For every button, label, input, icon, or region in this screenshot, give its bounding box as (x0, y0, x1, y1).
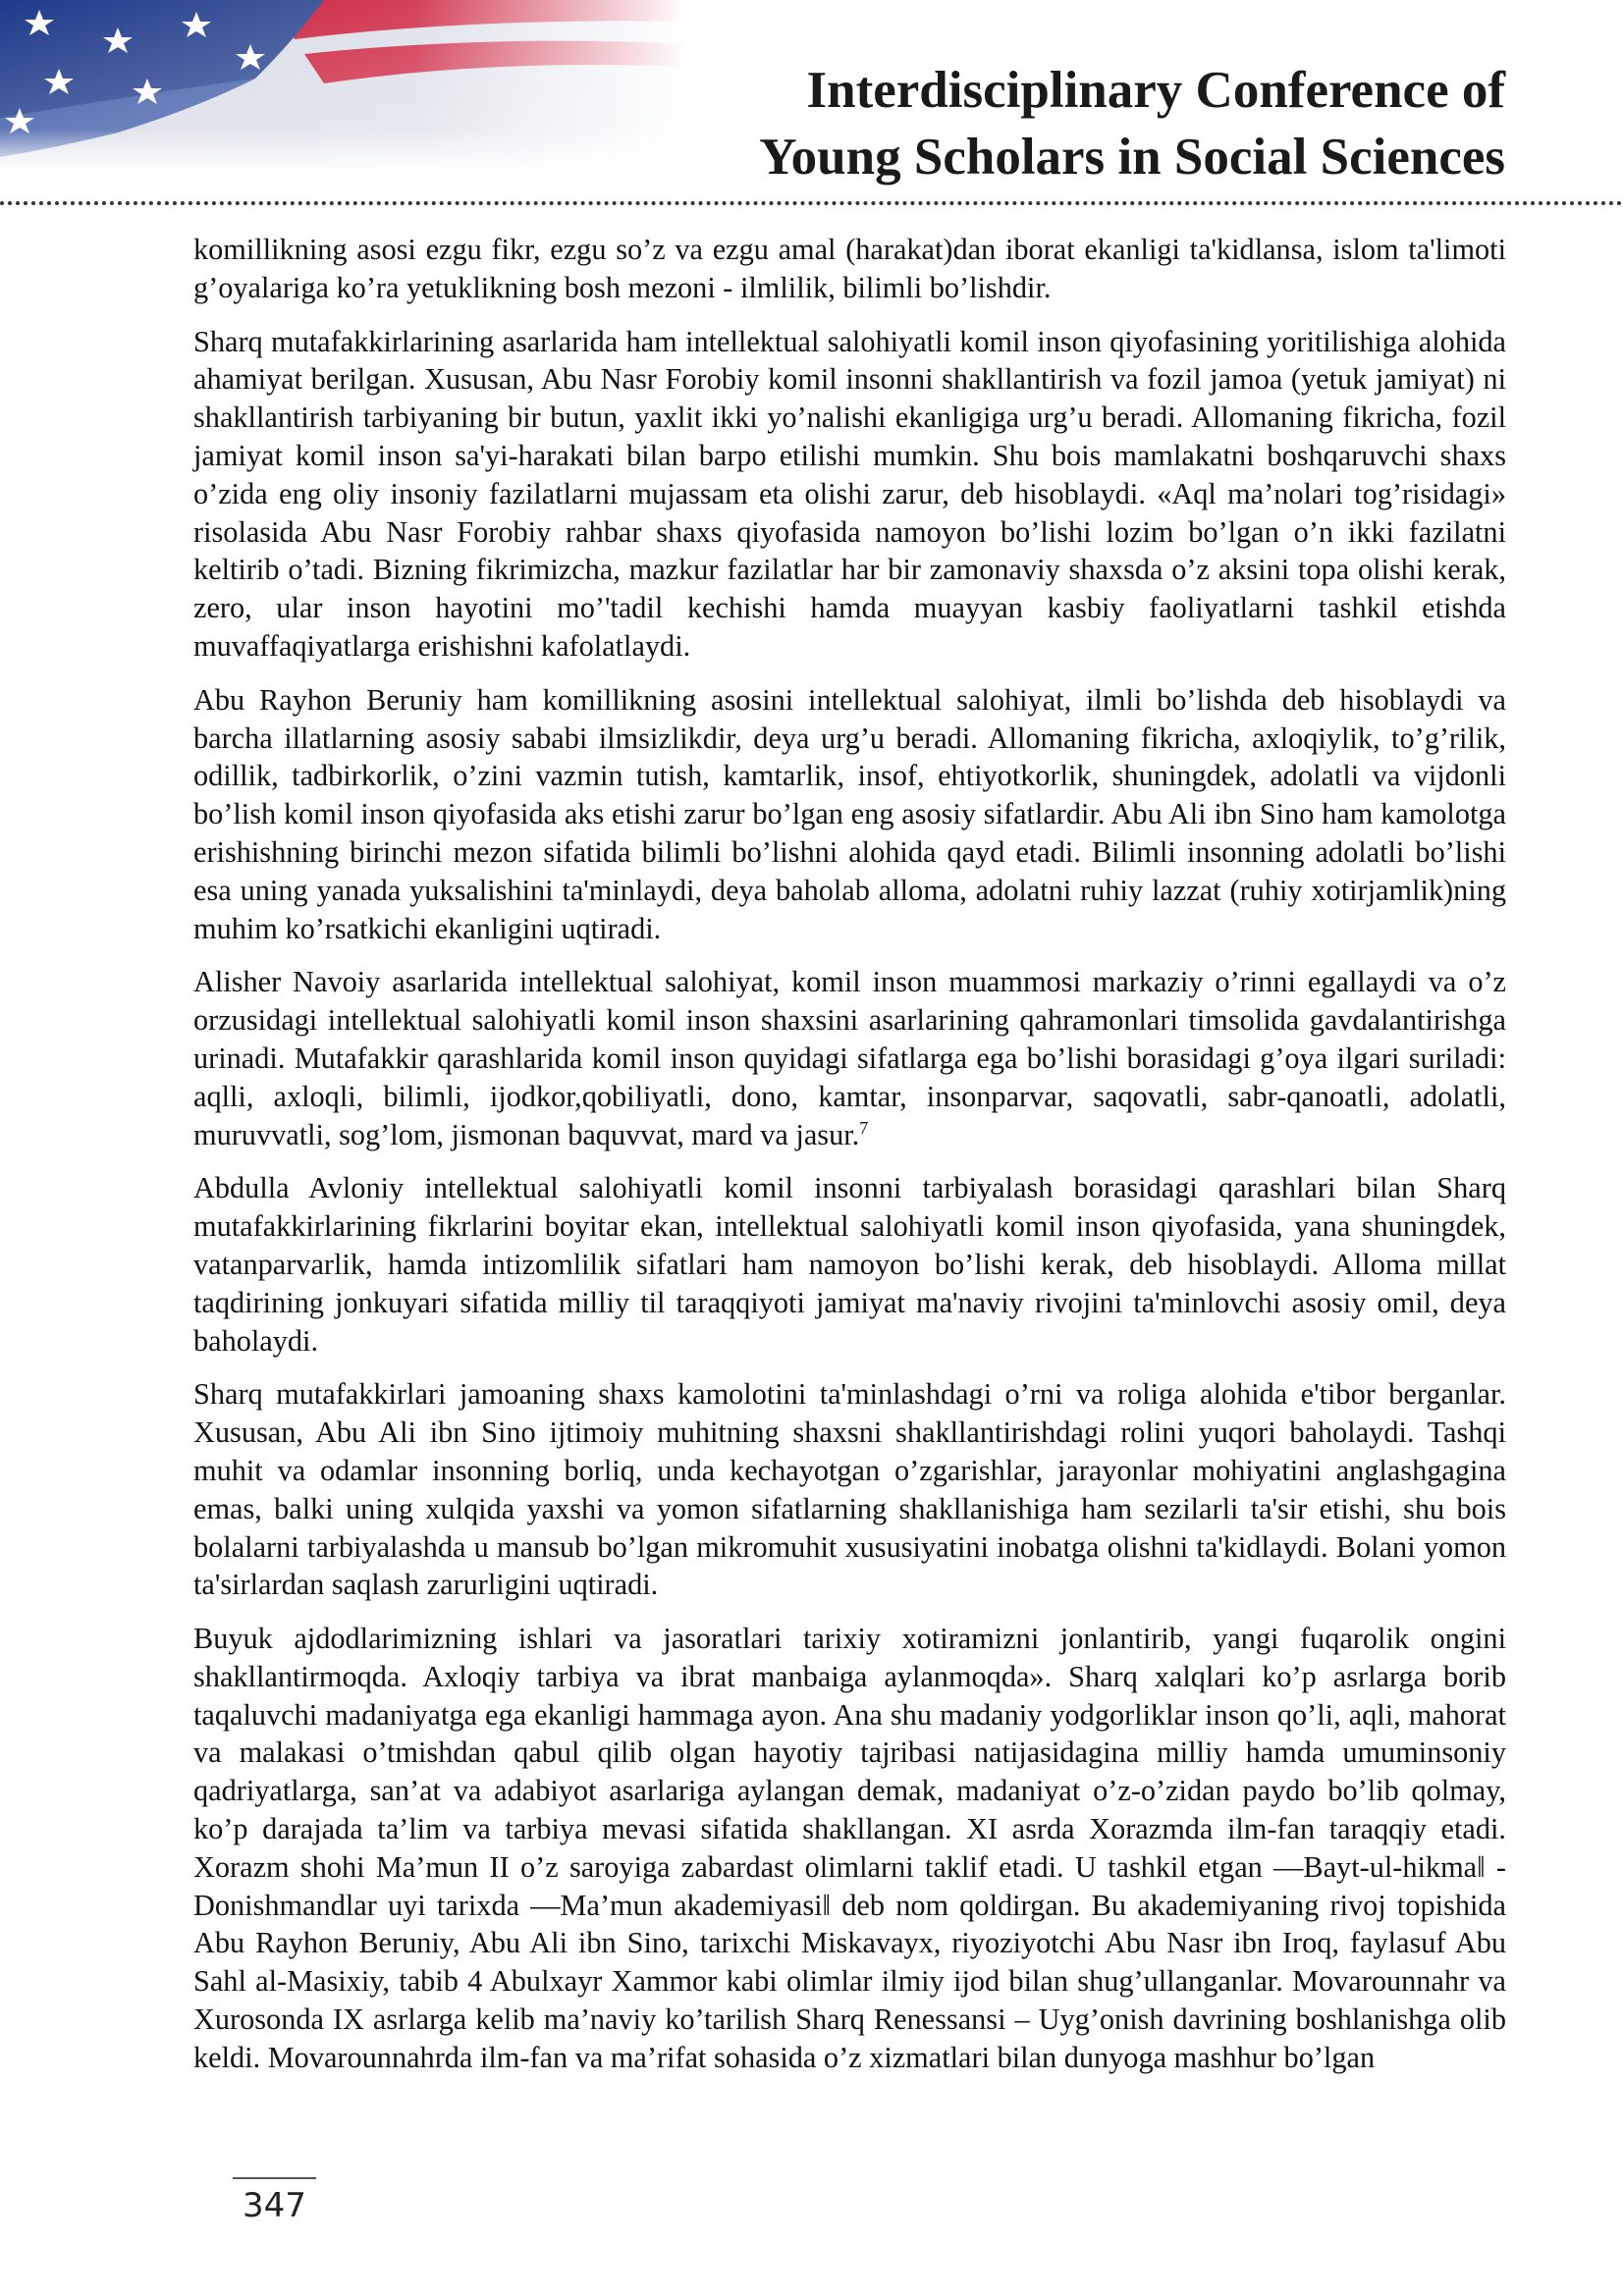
page-number: 347 (243, 2186, 306, 2225)
conference-title-line2: Young Scholars in Social Sciences (759, 129, 1505, 186)
paragraph: Sharq mutafakkirlarining asarlarida ham intellektual salohiyatli komil inson qiyofasining yoritilishiga alohida ahamiyat berilgan. Xususan, Abu Nasr Forobiy komil insonni shakllantirish va fozil jamoa (yetuk jamiyat) ni shakllantirish tarbiyaning bir butun, yaxlit ikki yo’nalishi ekanligiga urg’u beradi. Allomaning fikricha, fozil jamiyat komil inson sa'yi-harakati bilan barpo etilishi mumkin. Shu bois mamlakatni boshqaruvchi shaxs o’zida eng oliy insoniy fazilatlarni mujassam eta olishi zarur, deb hisoblaydi. «Aql ma’nolari tog’risidagi» risolasida Abu Nasr Forobiy rahbar shaxs qiyofasida namoyon bo’lishi lozim bo’lgan o’n ikki fazilatni keltirib o’tadi. Bizning fikrimizcha, mazkur fazilatlar har bir zamonaviy shaxsda o’z aksini topa olishi kerak, zero, ular inson hayotini mo’'tadil kechishi hamda muayyan kasbiy faoliyatlarni tashkil etishda muvaffaqiyatlarga erishishni kafolatlaydi. (193, 324, 1506, 663)
paragraph: Buyuk ajdodlarimizning ishlari va jasoratlari tarixiy xotiramizni jonlantirib, yangi fuqarolik ongini shakllantirmoqda. Axloqiy tarbiya va ibrat manbaiga aylanmoqda». Sharq xalqlari ko’p asrlarga borib taqaluvchi madaniyatga ega ekanligi hammaga ayon. Ana shu madaniy yodgorliklar inson qo’li, aqli, mahorat va malakasi o’tmishdan qabul qilib olgan hayotiy tajribasi natijasidagina milliy hamda umuminsoniy qadriyatlarga, san’at va adabiyot asarlariga aylangan demak, madaniyat o’z-o’zidan paydo bo’lib qolmay, ko’p darajada ta’lim va tarbiya mevasi sifatida shakllangan. XI asrda Xorazmda ilm-fan taraqqiy etadi. Xorazm shohi Ma’mun II o’z saroyiga zabardast olimlarni taklif etadi. U tashkil etgan ―Bayt-ul-hikma‖ - Donishmandlar uyi tarixda ―Ma’mun akademiyasi‖ deb nom qoldirgan. Bu akademiyaning rivoj topishida Abu Rayhon Beruniy, Abu Ali ibn Sino, tarixchi Miskavayx, riyoziyotchi Abu Nasr ibn Iroq, faylasuf Abu Sahl al-Masixiy, tabib 4 Abulxayr Xammor kabi olimlar ilmiy ijod bilan shug’ullanganlar. Movarounnahr va Xurosonda IX asrlarga kelib ma’naviy ko’tarilish Sharq Renessansi – Uyg’onish davrining boshlanishga olib keldi. Movarounnahrda ilm-fan va ma’rifat sohasida o’z xizmatlari bilan dunyoga mashhur bo’lgan (193, 1622, 1506, 2074)
paragraph: Abu Rayhon Beruniy ham komillikning asosini intellektual salohiyat, ilmli bo’lishda deb hisoblaydi va barcha illatlarning asosiy sababi ilmsizlikdir, deya urg’u beradi. Allomaning fikricha, axloqiylik, to’g’rilik, odillik, tadbirkorlik, o’zini vazmin tutish, kamtarlik, insof, ehtiyotkorlik, shuningdek, adolatli va vijdonli bo’lish komil inson qiyofasida aks etishi zarur bo’lgan eng asosiy sifatlardir. Abu Ali ibn Sino ham kamolotga erishishning birinchi mezon sifatida bilimli bo’lishni alohida qayd etadi. Bilimli insonning adolatli bo’lishi esa uning yanada yuksalishini ta'minlaydi, deya baholab alloma, adolatni ruhiy lazzat (ruhiy xotirjamlik)ning muhim ko’rsatkichi ekanligini uqtiradi. (193, 682, 1506, 945)
conference-title-line1: Interdisciplinary Conference of (806, 62, 1505, 119)
article-body (193, 231, 1506, 2093)
paragraph: Sharq mutafakkirlari jamoaning shaxs kamolotini ta'minlashdagi o’rni va roliga alohida e'tibor berganlar. Xususan, Abu Ali ibn Sino ijtimoiy muhitning shaxsni shakllantirishdagi rolini yuqori baholaydi. Tashqi muhit va odamlar insonning borliq, unda kechayotgan o’zgarishlar, jarayonlar mohiyatini anglashgagina emas, balki uning xulqida yaxshi va yomon sifatlarning shakllanishiga ham sezilarli ta'sir etishi, shu bois bolalarni tarbiyalashda u mansub bo’lgan mikromuhit xususiyatini inobatga olishni ta'kidlaydi. Bolani yomon ta'sirlardan saqlash zarurligini uqtiradi. (193, 1377, 1506, 1602)
footer-divider (233, 2177, 316, 2179)
paragraph (193, 963, 1506, 1153)
paragraph: Abdulla Avloniy intellektual salohiyatli komil insonni tarbiyalash borasidagi qarashlari bilan Sharq mutafakkirlarining fikrlarini boyitar ekan, intellektual salohiyatli komil inson qiyofasida, yana shuningdek, vatanparvarlik, hamda intizomlilik sifatlari ham namoyon bo’lishi kerak, deb hisoblaydi. Alloma millat taqdirining jonkuyari sifatida milliy til taraqqiyoti jamiyat ma'naviy rivojini ta'minlovchi asosiy omil, deya baholaydi. (193, 1171, 1506, 1358)
footnote-ref: 7 (859, 1117, 869, 1138)
conference-title (759, 57, 1505, 190)
header-divider (0, 201, 1623, 205)
paragraph-text: Alisher Navoiy asarlarida intellektual salohiyat, komil inson muammosi markaziy o’rinni egallaydi va o’z orzusidagi intellektual salohiyatli komil inson shaxsini asarlarining qahramonlari timsolida gavdalantirishga urinadi. Mutafakkir qarashlarida komil inson quyidagi sifatlarga ega bo’lishi borasidagi g’oya ilgari suriladi: aqlli, axloqli, bilimli, ijodkor,qobiliyatli, dono, kamtar, insonparvar, saqovatli, sabr-qanoatli, adolatli, muruvvatli, sog’lom, jismonan baquvvat, mard va jasur. (193, 965, 1506, 1151)
paragraph: komillikning asosi ezgu fikr, ezgu so’z va ezgu amal (harakat)dan iborat ekanligi ta'kidlansa, islom ta'limoti g’oyalariga ko’ra yetuklikning bosh mezoni - ilmlilik, bilimli bo’lishdir. (193, 233, 1506, 304)
us-flag-icon (0, 0, 687, 172)
